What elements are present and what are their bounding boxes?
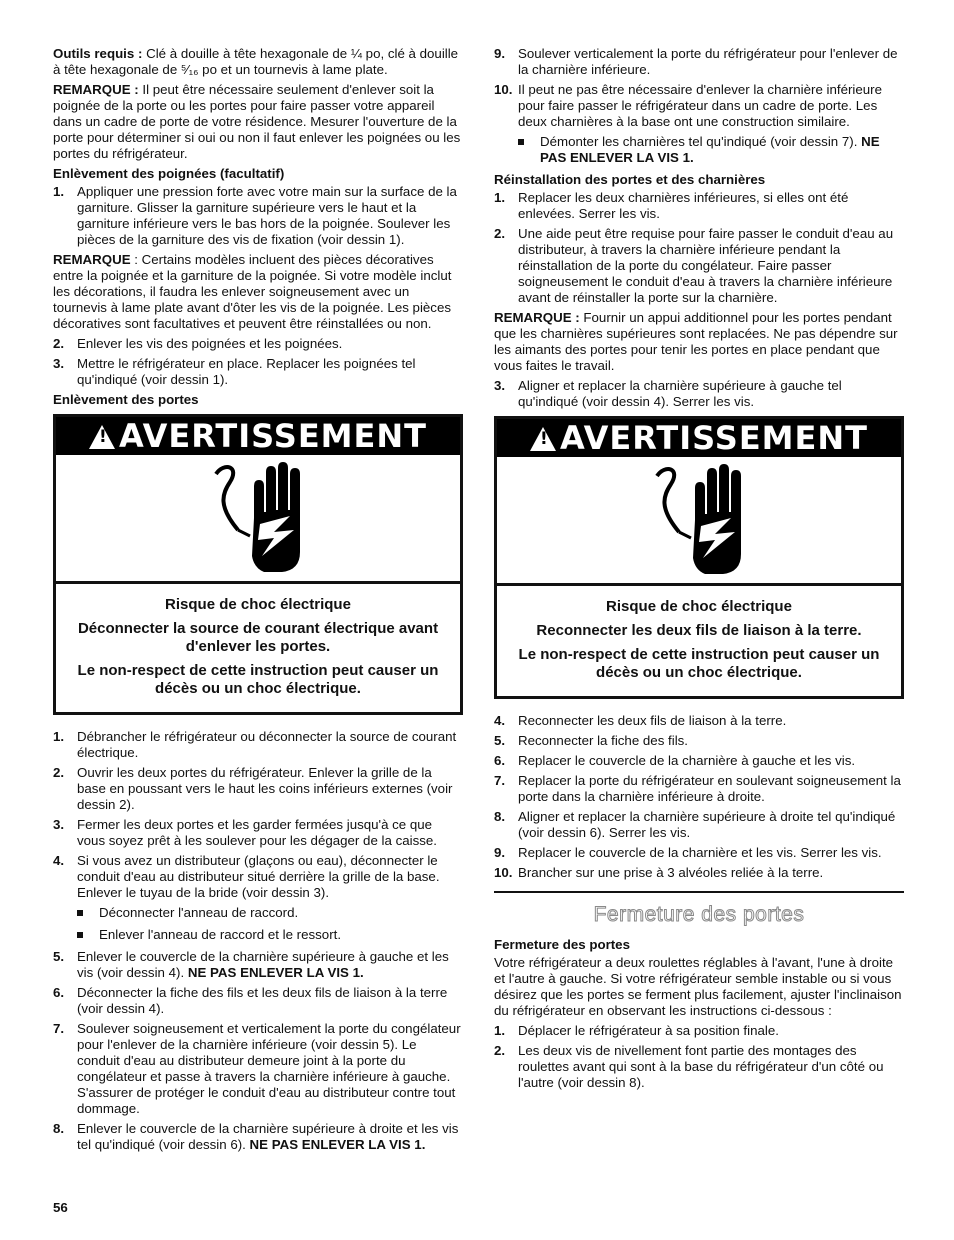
- section-divider: [494, 891, 904, 893]
- list-item: 8. Enlever le couvercle de la charnière supérieure à droite et les vis tel qu'indiqué (voir dessin 6). NE PAS ENLEVER LA VIS 1.: [53, 1121, 459, 1152]
- remarque-1-text: Il peut être nécessaire seulement d'enlever soit la poignée de la porte ou les portes pour faire passer votre appareil dans un cadre de porte de votre résidence. Mesurer l'ouverture de la porte pour déterminer si oui ou non il faut enlever les poignées ou les portes du réfrigérateur.: [53, 82, 461, 161]
- list-item: 10. Brancher sur une prise à 3 alvéoles reliée à la terre.: [494, 865, 824, 880]
- list-item: 9. Replacer le couvercle de la charnière et les vis. Serrer les vis.: [494, 845, 882, 860]
- right-column: [494, 46, 904, 1095]
- bullet-square-icon: [77, 910, 83, 916]
- list-item: 5. Reconnecter la fiche des fils.: [494, 733, 688, 748]
- tools-paragraph: [53, 46, 463, 78]
- remarque-1-label: REMARQUE :: [53, 82, 139, 97]
- list-item: 6. Déconnecter la fiche des fils et les deux fils de liaison à la terre (voir dessin 4).: [53, 985, 448, 1016]
- warning-box: [494, 416, 904, 699]
- list-item: 2. Ouvrir les deux portes du réfrigérateur. Enlever la grille de la base en poussant vers le haut les coins inférieurs externes (voir dessin 2).: [53, 765, 453, 812]
- bullet-item: Démonter les charnières tel qu'indiqué (voir dessin 7). NE PAS ENLEVER LA VIS 1.: [494, 134, 904, 166]
- list-item: 2. Les deux vis de nivellement font partie des montages des roulettes avant qui sont à la base du réfrigérateur d'un côté ou l'autre (voir dessin 8).: [494, 1043, 884, 1090]
- electric-shock-hand-icon: [56, 455, 460, 584]
- list-item: 3. Fermer les deux portes et les garder fermées jusqu'à ce que vous soyez prêt à les soulever pour les dégager de la caisse.: [53, 817, 437, 848]
- list-item: 6. Replacer le couvercle de la charnière à gauche et les vis.: [494, 753, 856, 768]
- remarque-3-label: REMARQUE :: [494, 310, 580, 325]
- remarque-2-text: : Certains modèles incluent des pièces décoratives entre la poignée et la garniture de la poignée. Si votre modèle inclut les décorations, il faudra les enlever soigneusement avec un tournevis à lame plate avant d'ôter les vis de la poignée. Les pièces décoratives sont facultatives et peuvent être réinstallées ou non.: [53, 252, 452, 331]
- warning-text: Risque de choc électrique Reconnecter les deux fils de liaison à la terre. Le non-respect de cette instruction peut causer un décès ou un choc électrique.: [518, 598, 880, 681]
- list-item: 2. Enlever les vis des poignées et les poignées.: [53, 336, 343, 351]
- remarque-1: [53, 82, 463, 162]
- bullet-square-icon: [518, 139, 524, 145]
- heading-reinstall: Réinstallation des portes et des charnières: [494, 172, 766, 187]
- warning-text: Risque de choc électrique Déconnecter la source de courant électrique avant d'enlever les portes. Le non-respect de cette instruction peut causer un décès ou un choc électrique.: [77, 596, 439, 697]
- remarque-2: [53, 252, 463, 332]
- remarque-2-label: REMARQUE: [53, 252, 131, 267]
- list-item: 2. Une aide peut être requise pour faire passer le conduit d'eau au distributeur, à travers la charnière inférieure pendant la réinstallation de la porte du congélateur. Faire passer soigneusement le conduit d'eau à travers la charnière inférieure avant de réinstaller la porte sur la charnière.: [494, 226, 894, 305]
- list-item: 1. Replacer les deux charnières inférieures, si elles ont été enlevées. Serrer les vis.: [494, 190, 849, 221]
- list-item: 3. Mettre le réfrigérateur en place. Replacer les poignées tel qu'indiqué (voir dessin 1).: [53, 356, 416, 387]
- remarque-3-text: Fournir un appui additionnel pour les portes pendant que les charnières supérieures sont replacées. Ne pas dépendre sur les aimants des portes pour tenir les portes en place pendant que vous faites le travail.: [494, 310, 898, 373]
- tools-text: Clé à douille à tête hexagonale de ¼ po, clé à douille à tête hexagonale de ⁵⁄₁₆ po et un tournevis à lame plate.: [53, 46, 459, 77]
- list-item: 4. Reconnecter les deux fils de liaison à la terre.: [494, 713, 787, 728]
- closing-paragraph: Votre réfrigérateur a deux roulettes réglables à l'avant, l'une à droite et l'autre à gauche. Si votre réfrigérateur semble instable ou si vous désirez que les portes se ferment plus facilement, ajuster l'inclinaison du réfrigérateur en observant les instructions ci-dessous :: [494, 955, 902, 1018]
- list-item: 3. Aligner et replacer la charnière supérieure à gauche tel qu'indiqué (voir dessin 4). Serrer les vis.: [494, 378, 842, 409]
- warning-header: !AVERTISSEMENT: [56, 417, 460, 455]
- warning-box: [53, 414, 463, 715]
- list-item: 1. Débrancher le réfrigérateur ou déconnecter la source de courant électrique.: [53, 729, 457, 760]
- list-item: 9. Soulever verticalement la porte du réfrigérateur pour l'enlever de la charnière inférieure.: [494, 46, 898, 77]
- page-number: 56: [53, 1200, 68, 1215]
- tools-label: Outils requis :: [53, 46, 143, 61]
- heading-handles: Enlèvement des poignées (facultatif): [53, 166, 285, 181]
- list-item: 7. Replacer la porte du réfrigérateur en soulevant soigneusement la porte dans la charnière inférieure à droite.: [494, 773, 901, 804]
- warning-triangle-icon: [530, 427, 556, 451]
- remarque-3: [494, 310, 904, 374]
- electric-shock-hand-icon: [497, 457, 901, 586]
- bullet-item: Déconnecter l'anneau de raccord.: [53, 905, 463, 921]
- list-item: 8. Aligner et replacer la charnière supérieure à droite tel qu'indiqué (voir dessin 6). Serrer les vis.: [494, 809, 896, 840]
- list-item: 5. Enlever le couvercle de la charnière supérieure à gauche et les vis (voir dessin 4). NE PAS ENLEVER LA VIS 1.: [53, 949, 449, 980]
- bullet-item: Enlever l'anneau de raccord et le ressort.: [53, 927, 463, 943]
- bullet-square-icon: [77, 932, 83, 938]
- list-item: 1. Appliquer une pression forte avec votre main sur la surface de la garniture. Glisser la garniture supérieure vers le haut et la garniture inférieure vers le bas hors de la poignée. Soulever les pièces de la garniture des vis de fixation (voir dessin 1).: [53, 184, 457, 247]
- heading-doors: Enlèvement des portes: [53, 392, 199, 407]
- list-item: 10. Il peut ne pas être nécessaire d'enlever la charnière inférieure pour faire passer le réfrigérateur dans un cadre de porte. Les deux charnières à la base ont une construction similaire.: [494, 82, 882, 129]
- section-title: Fermeture des portes: [593, 903, 805, 926]
- heading-closing: Fermeture des portes: [494, 937, 630, 952]
- list-item: 4. Si vous avez un distributeur (glaçons ou eau), déconnecter le conduit d'eau au distributeur situé derrière la grille de la base. Enlever le tuyau de la bride (voir dessin 3).: [53, 853, 440, 900]
- left-column: [53, 46, 463, 1157]
- warning-triangle-icon: [89, 425, 115, 449]
- list-item: 1. Déplacer le réfrigérateur à sa position finale.: [494, 1023, 779, 1038]
- warning-header: !AVERTISSEMENT: [497, 419, 901, 457]
- list-item: 7. Soulever soigneusement et verticalement la porte du congélateur pour l'enlever de la charnière inférieure (voir dessin 5). Le conduit d'eau au distributeur demeure joint à la porte du congélateur et passe à travers la charnière inférieure à gauche. S'assurer de protéger le conduit d'eau au distributeur contre tout dommage.: [53, 1021, 461, 1116]
